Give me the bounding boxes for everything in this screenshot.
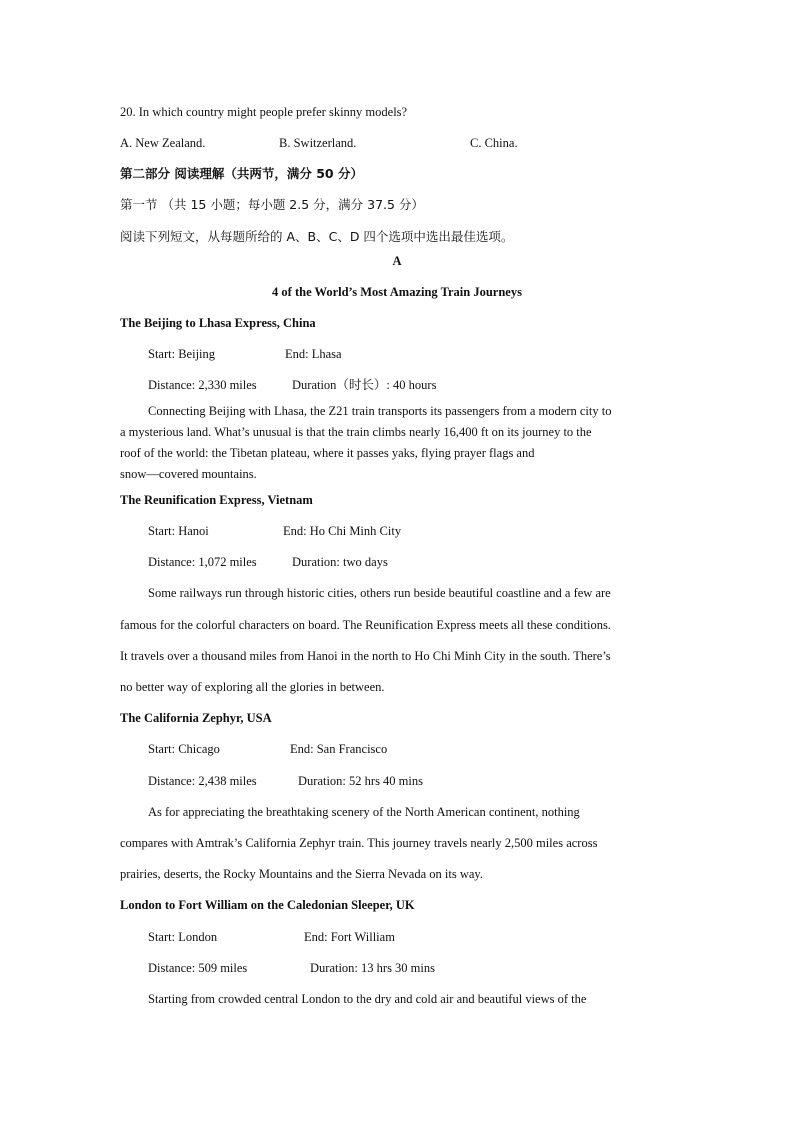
passage-letter: A [392, 254, 402, 268]
journey-end: End: Lhasa [285, 347, 342, 361]
instruction-text: 阅读下列短文，从每题所给的 A、B、C、D 四个选项中选出最佳选项。 [120, 229, 514, 244]
journey-end: End: Ho Chi Minh City [283, 524, 402, 538]
text-line: compares with Amtrak’s California Zephyr train. This journey travels nearly 2,500 miles across [120, 836, 598, 850]
journey-duration: Duration: two days [292, 555, 388, 569]
text-line: a mysterious land. What’s unusual is that the train climbs nearly 16,400 ft on its journey to the [120, 425, 592, 439]
journey-start: Start: Hanoi [148, 524, 209, 538]
journey-distance: Distance: 1,072 miles [148, 555, 257, 569]
journey-end: End: San Francisco [290, 742, 388, 756]
text-line: prairies, deserts, the Rocky Mountains and the Sierra Nevada on its way. [120, 867, 483, 881]
journey-distance: Distance: 2,330 miles [148, 378, 257, 392]
part2-heading: 第二部分 阅读理解（共两节，满分 50 分） [120, 166, 363, 181]
journey-start: Start: Chicago [148, 742, 220, 756]
question-20: 20. In which country might people prefer skinny models? [120, 105, 408, 119]
text-line: Starting from crowded central London to the dry and cold air and beautiful views of the [148, 992, 587, 1006]
option-a: A. New Zealand. [120, 136, 206, 150]
text-line: Some railways run through historic cities, others run beside beautiful coastline and a few are [148, 586, 611, 600]
section1-heading: 第一节 （共 15 小题；每小题 2.5 分，满分 37.5 分） [120, 197, 424, 212]
journey-heading: London to Fort William on the Caledonian Sleeper, UK [120, 898, 415, 912]
journey-heading: The Beijing to Lhasa Express, China [120, 316, 316, 330]
journey-duration: Duration: 52 hrs 40 mins [298, 774, 423, 788]
passage-title: 4 of the World’s Most Amazing Train Journeys [272, 285, 522, 299]
journey-duration: Duration（时长）: 40 hours [292, 378, 437, 392]
text-line: roof of the world: the Tibetan plateau, where it passes yaks, flying prayer flags and [120, 446, 535, 460]
journey-end: End: Fort William [304, 930, 395, 944]
option-c: C. China. [470, 136, 518, 150]
journey-distance: Distance: 2,438 miles [148, 774, 257, 788]
option-b: B. Switzerland. [279, 136, 357, 150]
journey-start: Start: London [148, 930, 218, 944]
text-line: Connecting Beijing with Lhasa, the Z21 train transports its passengers from a modern city to [148, 404, 612, 418]
journey-duration: Duration: 13 hrs 30 mins [310, 961, 435, 975]
journey-start: Start: Beijing [148, 347, 216, 361]
journey-distance: Distance: 509 miles [148, 961, 248, 975]
text-line: famous for the colorful characters on board. The Reunification Express meets all these conditions. [120, 618, 611, 632]
text-line: As for appreciating the breathtaking scenery of the North American continent, nothing [148, 805, 580, 819]
journey-heading: The Reunification Express, Vietnam [120, 493, 313, 507]
text-line: no better way of exploring all the glories in between. [120, 680, 385, 694]
text-line: snow—covered mountains. [120, 467, 257, 481]
journey-heading: The California Zephyr, USA [120, 711, 272, 725]
text-line: It travels over a thousand miles from Hanoi in the north to Ho Chi Minh City in the south. There’s [120, 649, 611, 663]
